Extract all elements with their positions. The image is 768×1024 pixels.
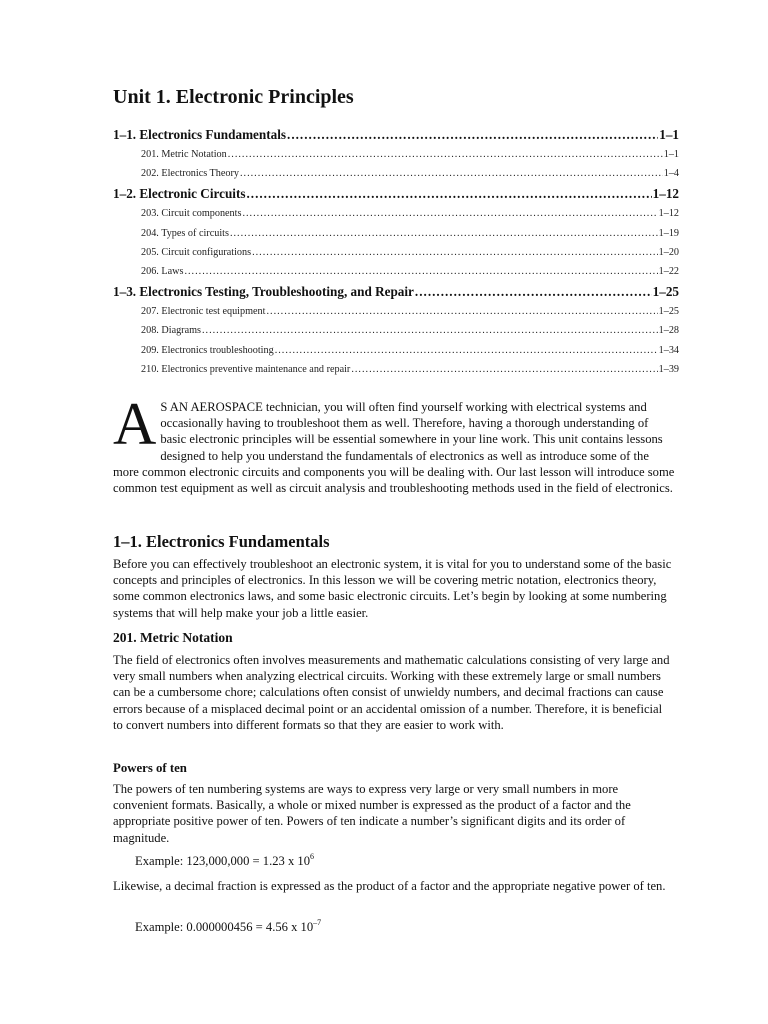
toc-leader-dots	[266, 302, 657, 321]
toc-entry-label: 205. Circuit configurations	[141, 246, 252, 258]
toc-entry	[113, 124, 679, 145]
toc-entry	[113, 321, 679, 340]
toc-entry-label: 1–1. Electronics Fundamentals	[113, 127, 287, 142]
toc-entry-label: 1–3. Electronics Testing, Troubleshooting, and Repair	[113, 284, 414, 300]
section-paragraph: Before you can effectively troubleshoot an electronic system, it is vital for you to understand some of the basic concepts and principles of electronics. In this lesson we will be covering metric notation, electronics theory, some common electronics laws, and some basic electronic circuits. Let’s begin by looking at some numbering systems that will help make your job a little easier.	[113, 557, 672, 620]
toc-entry-page: 1–19	[658, 227, 679, 239]
powers-paragraph-2: Likewise, a decimal fraction is expressed as the product of a factor and the appropriate negative power of ten.	[113, 879, 666, 893]
toc-leader-dots	[287, 125, 658, 145]
example-1-text: Example: 123,000,000 = 1.23 x 10	[135, 854, 311, 868]
toc-entry-label: 201. Metric Notation	[141, 149, 227, 160]
subsection-heading: 201. Metric Notation	[113, 630, 233, 645]
toc-entry	[113, 183, 679, 204]
table-of-contents	[113, 124, 679, 379]
toc-entry-page: 1–20	[658, 246, 679, 258]
toc-entry-page: 1–4	[663, 168, 679, 180]
toc-entry-label: 203. Circuit components	[141, 208, 242, 220]
toc-leader-dots	[240, 164, 663, 183]
intro-text: S AN AEROSPACE technician, you will often find yourself working with electrical systems and occasionally having to troubleshoot them as well. Therefore, having a thorough understanding of basic electronic principles will be essential somewhere in your line work. This unit contains lessons designed to help you understand the fundamentals of electronics as well as introduce some of the more common electronic circuits and components you will be dealing with. Our last lesson will introduce some common test equipment as well as circuit analysis and troubleshooting methods used in the field of electronics.	[113, 400, 675, 496]
toc-entry	[113, 224, 679, 243]
powers-paragraph: The powers of ten numbering systems are ways to express very large or very small numbers in more convenient formats. Basically, a whole or mixed number is expressed as the product of a factor and the appropriate positive power of ten. Powers of ten indicate a number’s significant digits and its order of magnitude.	[113, 782, 631, 845]
toc-entry-label: 208. Diagrams	[141, 325, 201, 337]
toc-leader-dots	[228, 145, 663, 164]
toc-entry	[113, 145, 679, 164]
toc-entry-label: 207. Electronic test equipment	[141, 306, 266, 318]
intro-paragraph	[113, 391, 675, 496]
drop-cap: A	[113, 391, 157, 457]
toc-entry-page: 1–22	[658, 265, 679, 277]
toc-entry-page: 1–34	[658, 344, 679, 356]
toc-leader-dots	[184, 262, 657, 281]
toc-entry	[113, 341, 679, 360]
toc-leader-dots	[230, 224, 658, 243]
toc-entry-label: 206. Laws	[141, 265, 184, 277]
toc-entry	[113, 281, 679, 302]
example-1	[135, 853, 314, 869]
toc-entry	[113, 262, 679, 281]
powers-heading: Powers of ten	[113, 761, 187, 775]
toc-leader-dots	[415, 282, 652, 302]
toc-entry-page: 1–12	[658, 208, 679, 220]
toc-entry	[113, 204, 679, 223]
toc-entry-label: 202. Electronics Theory	[141, 168, 239, 180]
subsection-paragraph: The field of electronics often involves measurements and mathematic calculations consisting of very large and very small numbers when analyzing electrical circuits. Working with these extremely large or small numbers can be a cumbersome chore; calculations often consist of unwieldy numbers, and decimal fractions can cause errors because of a misplaced decimal point or an accidental omission of a number. Therefore, it is beneficial to convert numbers into different formats so that they are easier to work with.	[113, 653, 670, 732]
toc-entry-page: 1–1	[659, 127, 679, 142]
toc-entry-page: 1–25	[652, 284, 679, 300]
toc-entry-label: 209. Electronics troubleshooting	[141, 344, 274, 356]
example-1-exponent: 6	[310, 852, 315, 861]
toc-entry-page: 1–39	[658, 363, 679, 375]
toc-entry-label: 210. Electronics preventive maintenance and repair	[141, 363, 351, 375]
toc-leader-dots	[252, 243, 658, 262]
toc-entry	[113, 360, 679, 379]
toc-leader-dots	[351, 360, 657, 379]
toc-leader-dots	[246, 184, 651, 204]
unit-title: Unit 1. Electronic Principles	[113, 86, 354, 108]
toc-entry-page: 1–1	[663, 149, 679, 160]
toc-leader-dots	[242, 204, 657, 223]
example-2-exponent: –7	[313, 918, 322, 927]
example-2	[135, 919, 321, 935]
example-2-text: Example: 0.000000456 = 4.56 x 10	[135, 920, 314, 934]
toc-entry-page: 1–25	[658, 306, 679, 318]
toc-leader-dots	[202, 321, 658, 340]
toc-entry	[113, 302, 679, 321]
toc-entry-label: 1–2. Electronic Circuits	[113, 186, 246, 202]
toc-entry-page: 1–12	[652, 186, 679, 202]
section-heading: 1–1. Electronics Fundamentals	[113, 532, 330, 551]
toc-entry	[113, 243, 679, 262]
toc-leader-dots	[275, 341, 658, 360]
toc-entry-page: 1–28	[658, 325, 679, 337]
toc-entry	[113, 164, 679, 183]
toc-entry-label: 204. Types of circuits	[141, 227, 229, 239]
